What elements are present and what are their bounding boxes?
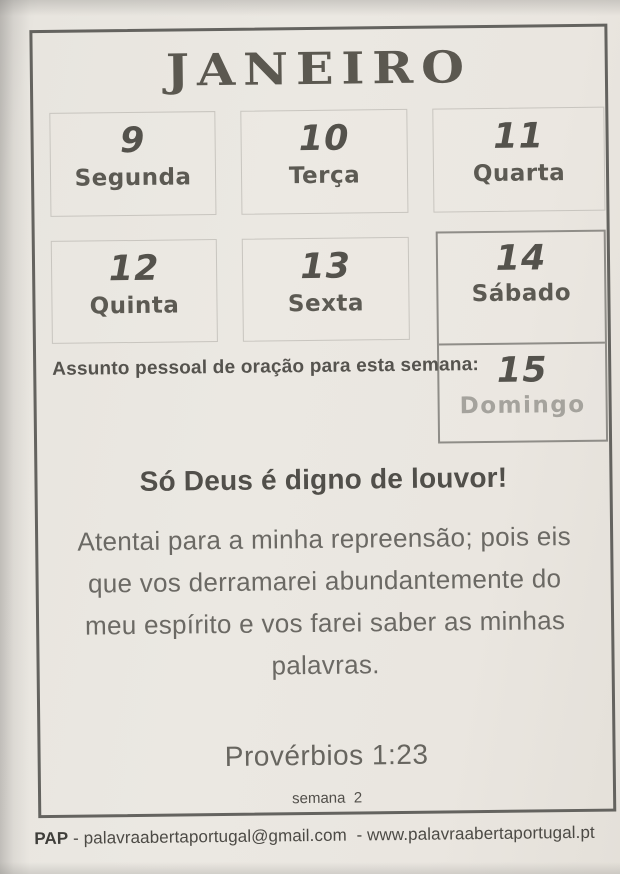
prayer-prompt-label: Assunto pessoal de oração para esta semana: bbox=[52, 354, 480, 380]
verse-line: que vos derramarei abundantemente do bbox=[87, 563, 562, 599]
day-number: 11 bbox=[493, 116, 545, 157]
day-number: 12 bbox=[108, 248, 160, 290]
day-name: Sexta bbox=[287, 290, 365, 318]
day-number: 15 bbox=[496, 350, 548, 391]
day-cell-tuesday bbox=[240, 109, 408, 215]
verse-line: palavras. bbox=[271, 649, 380, 681]
week-number-label: semana 2 bbox=[291, 789, 363, 808]
day-cell-thursday bbox=[51, 239, 218, 344]
day-name: Sábado bbox=[471, 280, 572, 308]
footer-contact-line bbox=[4, 822, 620, 849]
verse-headline: Só Deus é digno de louvor! bbox=[139, 461, 508, 497]
footer-org-abbrev: PAP bbox=[34, 828, 69, 849]
day-number: 13 bbox=[299, 246, 352, 288]
day-number: 14 bbox=[495, 238, 547, 279]
day-number: 9 bbox=[119, 120, 146, 162]
day-name: Terça bbox=[288, 162, 361, 190]
day-cell-friday bbox=[242, 237, 410, 342]
verse-reference: Provérbios 1:23 bbox=[224, 738, 429, 772]
page-frame bbox=[29, 24, 616, 819]
day-name: Segunda bbox=[74, 164, 192, 192]
day-cell-wednesday bbox=[432, 107, 605, 213]
weekend-cells bbox=[436, 230, 608, 444]
day-cell-monday bbox=[49, 111, 216, 217]
verse-text bbox=[38, 515, 612, 689]
verse-line: meu espírito e vos farei saber as minhas bbox=[84, 605, 566, 641]
month-title: JANEIRO bbox=[165, 42, 473, 97]
footer-contact-text: - palavraabertaportugal@gmail.com - www.palavraabertaportugal.pt bbox=[68, 822, 595, 848]
day-name: Domingo bbox=[459, 391, 586, 420]
day-name: Quinta bbox=[89, 292, 180, 320]
day-name: Quarta bbox=[472, 160, 566, 188]
verse-line: Atentai para a minha repreensão; pois eis bbox=[77, 521, 572, 557]
day-cell-saturday bbox=[438, 238, 605, 344]
day-number: 10 bbox=[298, 118, 350, 160]
